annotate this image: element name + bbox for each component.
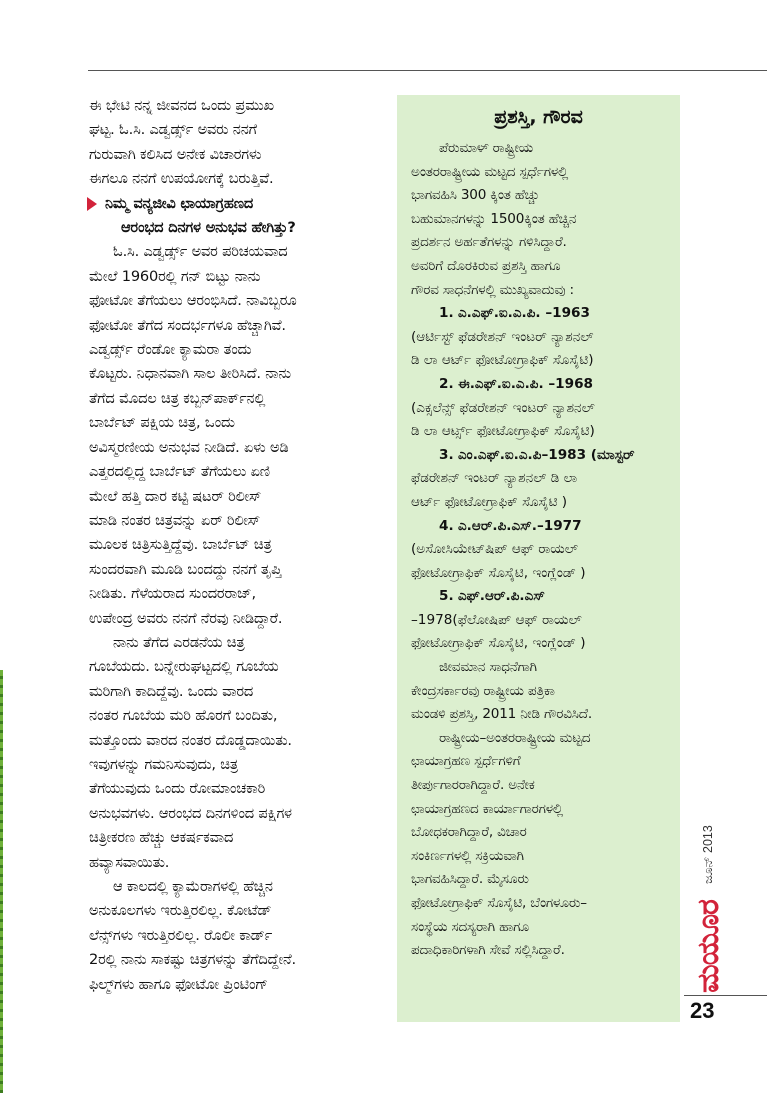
award-item: 4. ಎ.ಆರ್.ಪಿ.ಎಸ್.–1977 (ಅಸೋಸಿಯೇಟ್‌ಷಿಪ್ ಆಫ್ ರಾಯಲ್ ಫೋಟೋಗ್ರಾಫಿಕ್ ಸೊಸೈಟಿ, ಇಂಗ್ಲೆಂಡ್ ): [411, 517, 586, 581]
award-item: 3. ಎಂ.ಎಫ್.ಐ.ಎ.ಪಿ–1983 (ಮಾಸ್ಟರ್ ಫೆಡರೇಶನ್ ಇಂಟರ್ ನ್ಯಾಶನಲ್ ಡಿ ಲಾ ಆರ್ಟ್ ಫೋಟೋಗ್ರಾಫಿಕ್ ಸೊಸೈಟಿ ): [411, 446, 635, 510]
page-edge-strip: [0, 670, 3, 1093]
awards-sidebar: [397, 95, 680, 1022]
issue-date: ಜೂನ್ 2013: [700, 824, 715, 884]
sidebar-paragraph-2: ಜೀವಮಾನ ಸಾಧನೆಗಾಗಿ ಕೇಂದ್ರಸರ್ಕಾರವು ರಾಷ್ಟ್ರೀಯ ಪತ್ರಿಕಾ ಮಂಡಳಿ ಪ್ರಶಸ್ತಿ, 2011 ನೀಡಿ ಗೌರವಿಸಿದೆ.: [411, 659, 593, 723]
top-rule: [88, 70, 767, 71]
paragraph-2: ಓ.ಸಿ. ಎಡ್ವರ್ಡ್ಸ್ ಅವರ ಪರಿಚಯವಾದ ಮೇಲೆ 1960ರಲ್ಲಿ ಗನ್ ಬಿಟ್ಟು ನಾನು ಫೋಟೋ ತೆಗೆಯಲು ಆರಂಭಿಸಿದೆ. ನಾವಿಬ್ಬರೂ ಫೋಟೋ ತೆಗೆದ ಸಂದರ್ಭಗಳೂ ಹೆಚ್ಚಾಗಿವೆ. ಎಡ್ವರ್ಡ್ಸ್ ರೆಂಡೋ ಕ್ಯಾಮರಾ ತಂದು ಕೊಟ್ಟರು. ನಿಧಾನವಾಗಿ ಸಾಲ ತೀರಿಸಿದೆ. ನಾನು ತೆಗೆದ ಮೊದಲ ಚಿತ್ರ ಕಬ್ಬನ್‌ಪಾರ್ಕ್‌ನಲ್ಲಿ ಬಾರ್ಬೆಟ್ ಪಕ್ಷಿಯ ಚಿತ್ರ, ಒಂದು ಅವಿಸ್ಮರಣೀಯ ಅನುಭವ ನೀಡಿದೆ. ಏಳು ಅಡಿ ಎತ್ತರದಲ್ಲಿದ್ದ ಬಾರ್ಬೆಟ್ ತೆಗೆಯಲು ಏಣಿ ಮೇಲೆ ಹತ್ತಿ ದಾರ ಕಟ್ಟಿ ಷಟರ್ ರಿಲೀಸ್ ಮಾಡಿ ನಂತರ ಚಿತ್ರವನ್ನು ಏರ್ ರಿಲೀಸ್ ಮೂಲಕ ಚಿತ್ರಿಸುತ್ತಿದ್ದೆವು. ಬಾರ್ಬೆಟ್ ಚಿತ್ರ ಸುಂದರವಾಗಿ ಮೂಡಿ ಬಂದದ್ದು ನನಗೆ ತೃಪ್ತಿ ನೀಡಿತು. ಗೆಳೆಯರಾದ ಸುಂದರರಾಜ್, ಉಪೇಂದ್ರ ಅವರು ನನಗೆ ನೆರವು ನೀಡಿದ್ದಾರೆ.: [89, 243, 297, 627]
sidebar-intro: ಪೆರುಮಾಳ್ ರಾಷ್ಟ್ರೀಯ ಅಂತರರಾಷ್ಟ್ರೀಯ ಮಟ್ಟದ ಸ್ಪರ್ಧೆಗಳಲ್ಲಿ ಭಾಗವಹಿಸಿ 300 ಕ್ಕಿಂತ ಹೆಚ್ಚು ಬಹುಮಾನಗಳನ್ನು 1500ಕ್ಕಿಂತ ಹೆಚ್ಚಿನ ಪ್ರದರ್ಶನ ಅರ್ಹತೆಗಳನ್ನು ಗಳಿಸಿದ್ದಾರೆ. ಅವರಿಗೆ ದೊರಕಿರುವ ಪ್ರಶಸ್ತಿ ಹಾಗೂ ಗೌರವ ಸಾಧನೆಗಳಲ್ಲಿ ಮುಖ್ಯವಾದುವು :: [411, 140, 577, 298]
award-item: 5. ಎಫ್.ಆರ್.ಪಿ.ಎಸ್ –1978(ಫೆಲೋಷಿಪ್ ಆಫ್ ರಾಯಲ್ ಫೋಟೋಗ್ರಾಫಿಕ್ ಸೊಸೈಟಿ, ಇಂಗ್ಲೆಂಡ್ ): [411, 588, 586, 652]
main-column: [89, 94, 387, 997]
interview-question: ನಿಮ್ಮ ವನ್ಯಜೀವಿ ಛಾಯಾಗ್ರಹಣದ ಆರಂಭದ ದಿನಗಳ ಅನುಭವ ಹೇಗಿತ್ತು?: [89, 192, 387, 241]
award-item: 1. ಎ.ಎಫ್.ಐ.ಎ.ಪಿ. –1963 (ಆರ್ಟಿಸ್ಟ್ ಫೆಡರೇಶನ್ ಇಂಟರ್ ನ್ಯಾಶನಲ್ ಡಿ ಲಾ ಆರ್ಟ್ ಫೋಟೋಗ್ರಾಫಿಕ್ ಸೊಸೈಟಿ): [411, 305, 594, 369]
sidebar-title: ಪ್ರಶಸ್ತಿ, ಗೌರವ: [494, 106, 583, 128]
award-item: 2. ಈ.ಎಫ್.ಐ.ಎ.ಪಿ. –1968 (ಎಕ್ಸಲೆನ್ಸ್ ಫೆಡರೇಶನ್ ಇಂಟರ್ ನ್ಯಾಶನಲ್ ಡಿ ಲಾ ಆರ್ಟ್ಸ್ ಫೋಟೋಗ್ರಾಫಿಕ್ ಸೊಸೈಟಿ): [411, 375, 595, 440]
page-number: 23: [690, 998, 715, 1023]
paragraph-3: ನಾನು ತೆಗೆದ ಎರಡನೆಯ ಚಿತ್ರ ಗೂಬೆಯದು. ಬನ್ನೇರುಘಟ್ಟದಲ್ಲಿ ಗೂಬೆಯ ಮರಿಗಾಗಿ ಕಾದಿದ್ದೆವು. ಒಂದು ವಾರದ ನಂತರ ಗೂಬೆಯ ಮರಿ ಹೊರಗೆ ಬಂದಿತು, ಮತ್ತೊಂದು ವಾರದ ನಂತರ ದೊಡ್ಡದಾಯಿತು. ಇವುಗಳನ್ನು ಗಮನಿಸುವುದು, ಚಿತ್ರ ತೆಗೆಯುವುದು ಒಂದು ರೋಮಾಂಚಕಾರಿ ಅನುಭವಗಳು. ಆರಂಭದ ದಿನಗಳಿಂದ ಪಕ್ಷಿಗಳ ಚಿತ್ರೀಕರಣ ಹೆಚ್ಚು ಆಕರ್ಷಕವಾದ ಹವ್ಯಾಸವಾಯಿತು.: [89, 633, 292, 871]
sidebar-paragraph-3: ರಾಷ್ಟ್ರೀಯ–ಅಂತರರಾಷ್ಟ್ರೀಯ ಮಟ್ಟದ ಛಾಯಾಗ್ರಹಣ ಸ್ಪರ್ಧೆಗಳಿಗೆ ತೀರ್ಪುಗಾರರಾಗಿದ್ದಾರೆ. ಅನೇಕ ಛಾಯಾಗ್ರಹಣದ ಕಾರ್ಯಾಗಾರಗಳಲ್ಲಿ ಬೋಧಕರಾಗಿದ್ದಾರೆ, ವಿಚಾರ ಸಂಕಿರ್ಣಗಳಲ್ಲಿ ಸಕ್ರಿಯವಾಗಿ ಭಾಗವಹಿಸಿದ್ದಾರೆ. ಮೈಸೂರು ಫೋಟೋಗ್ರಾಫಿಕ್ ಸೊಸೈಟಿ, ಬೆಂಗಳೂರು– ಸಂಸ್ಥೆಯ ಸದಸ್ಯರಾಗಿ ಹಾಗೂ ಪದಾಧಿಕಾರಿಗಳಾಗಿ ಸೇವೆ ಸಲ್ಲಿಸಿದ್ದಾರೆ.: [411, 729, 591, 959]
magazine-logo: ಮಯೂರ: [690, 899, 726, 993]
paragraph-4: ಆ ಕಾಲದಲ್ಲಿ ಕ್ಯಾಮೆರಾಗಳಲ್ಲಿ ಹೆಚ್ಚಿನ ಅನುಕೂಲಗಳು ಇರುತ್ತಿರಲಿಲ್ಲ. ಕೋಟೆಡ್ ಲೆನ್ಸ್‌ಗಳು ಇರುತ್ತಿರಲಿಲ್ಲ. ರೊಲೀ ಕಾರ್ಡ್ 2ರಲ್ಲಿ ನಾನು ಸಾಕಷ್ಟು ಚಿತ್ರಗಳನ್ನು ತೆಗೆದಿದ್ದೇನೆ. ಫಿಲ್ಮ್‌ಗಳು ಹಾಗೂ ಫೋಟೋ ಪ್ರಿಂಟಿಂಗ್: [89, 878, 296, 993]
masthead: [684, 800, 732, 993]
red-arrow-icon: [87, 197, 97, 211]
paragraph-1: ಈ ಭೇಟಿ ನನ್ನ ಜೀವನದ ಒಂದು ಪ್ರಮುಖ ಘಟ್ಟ. ಓ.ಸಿ. ಎಡ್ವರ್ಡ್ಸ್ ಅವರು ನನಗೆ ಗುರುವಾಗಿ ಕಲಿಸಿದ ಅನೇಕ ವಿಚಾರಗಳು ಈಗಲೂ ನನಗೆ ಉಪಯೋಗಕ್ಕೆ ಬರುತ್ತಿವೆ.: [89, 97, 274, 188]
footer-rule: [684, 995, 767, 996]
